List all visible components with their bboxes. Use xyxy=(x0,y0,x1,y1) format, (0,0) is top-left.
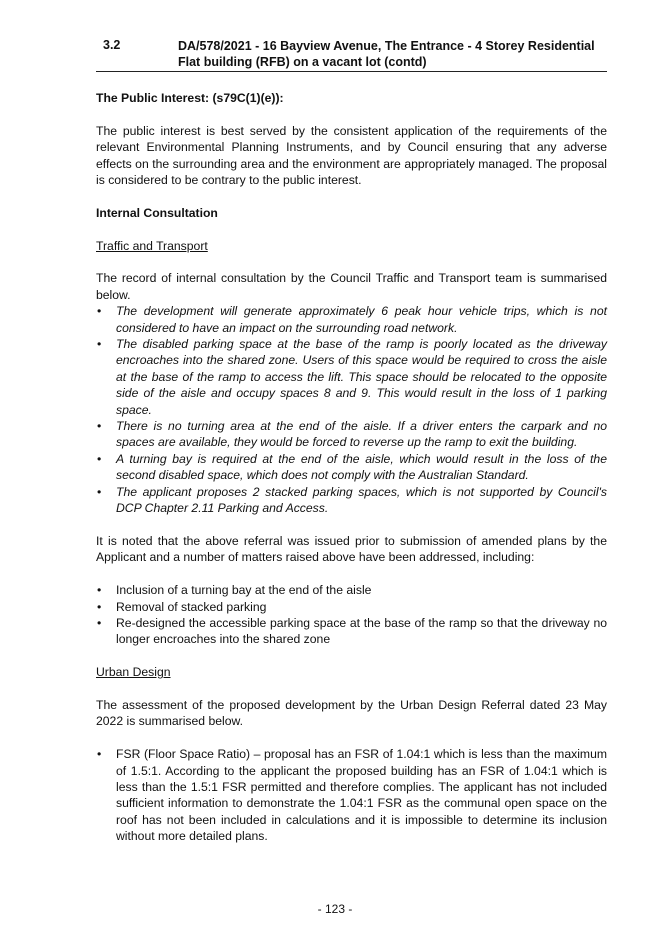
list-item: • The development will generate approximately 6 peak hour vehicle trips, which is not considered to have an impact on the surrounding road network. xyxy=(97,304,607,335)
list-item: • There is no turning area at the end of the aisle. If a driver enters the carpark and no spaces are available, they would be forced to reverse up the ramp to exit the building. xyxy=(97,419,607,450)
list-item: • FSR (Floor Space Ratio) – proposal has an FSR of 1.04:1 which is less than the maximum of 1.5:1. According to the applicant the proposed building has an FSR of 1.04:1 which is less than the 1.5:1 FSR permitted and therefore complies. The applicant has not included sufficient information to demonstrate the 1.04:1 FSR as the communal open space on the roof has not been included in calculations and it is impossible to determine its inclusion without more detailed plans. xyxy=(97,747,607,844)
urban-design-list xyxy=(96,746,607,844)
urban-design-subheading: Urban Design xyxy=(96,665,171,680)
addressed-matters-list xyxy=(96,582,607,648)
urban-design-intro: The assessment of the proposed development by the Urban Design Referral dated 23 May 2022 is summarised below. xyxy=(96,697,607,729)
bullet-icon: • xyxy=(97,304,102,319)
bullet-icon: • xyxy=(97,615,102,630)
traffic-note: It is noted that the above referral was issued prior to submission of amended plans by the Applicant and a number of matters raised above have been addressed, including: xyxy=(96,533,607,565)
list-item: • The applicant proposes 2 stacked parking spaces, which is not supported by Council's DCP Chapter 2.11 Parking and Access. xyxy=(97,484,607,516)
bullet-icon: • xyxy=(97,484,102,499)
page-title: DA/578/2021 - 16 Bayview Avenue, The Entrance - 4 Storey Residential Flat building (RFB) on a vacant lot (contd) xyxy=(178,39,595,69)
list-item: • The disabled parking space at the base of the ramp is poorly located as the driveway encroaches into the shared zone. Users of this space would be required to cross the aisle at the base of the ramp to access the lift. This space should be relocated to the opposite side of the aisle and occupy spaces 8 and 9. This would result in the loss of 1 parking space. xyxy=(97,337,607,417)
bullet-icon: • xyxy=(97,419,102,434)
traffic-comments-list xyxy=(96,303,607,516)
document-body xyxy=(96,90,607,845)
header-divider xyxy=(96,71,607,72)
list-item: • Removal of stacked parking xyxy=(97,599,267,614)
list-item: • Re-designed the accessible parking space at the base of the ramp so that the driveway no longer encroaches into the shared zone xyxy=(97,615,607,647)
item-number: 3.2 xyxy=(103,38,121,52)
list-item: • A turning bay is required at the end of the aisle, which would result in the loss of the second disabled space, which does not comply with the Australian Standard. xyxy=(97,451,607,483)
bullet-icon: • xyxy=(97,747,102,762)
list-item: • Inclusion of a turning bay at the end of the aisle xyxy=(97,583,372,598)
page-number: - 123 - xyxy=(317,902,353,916)
bullet-icon: • xyxy=(97,337,102,352)
bullet-icon: • xyxy=(97,583,102,598)
traffic-intro: The record of internal consultation by the Council Traffic and Transport team is summarised below. xyxy=(96,271,607,302)
bullet-icon: • xyxy=(97,599,102,614)
bullet-icon: • xyxy=(97,451,102,466)
public-interest-heading: The Public Interest: (s79C(1)(e)): xyxy=(96,91,284,105)
internal-consultation-heading: Internal Consultation xyxy=(96,205,218,220)
public-interest-paragraph: The public interest is best served by the consistent application of the requirements of the relevant Environmental Planning Instruments, and by Council ensuring that any adverse effects on the surrounding area and the environment are appropriately managed. The proposal is considered to be contrary to the public interest. xyxy=(96,123,607,188)
traffic-subheading: Traffic and Transport xyxy=(96,238,208,253)
